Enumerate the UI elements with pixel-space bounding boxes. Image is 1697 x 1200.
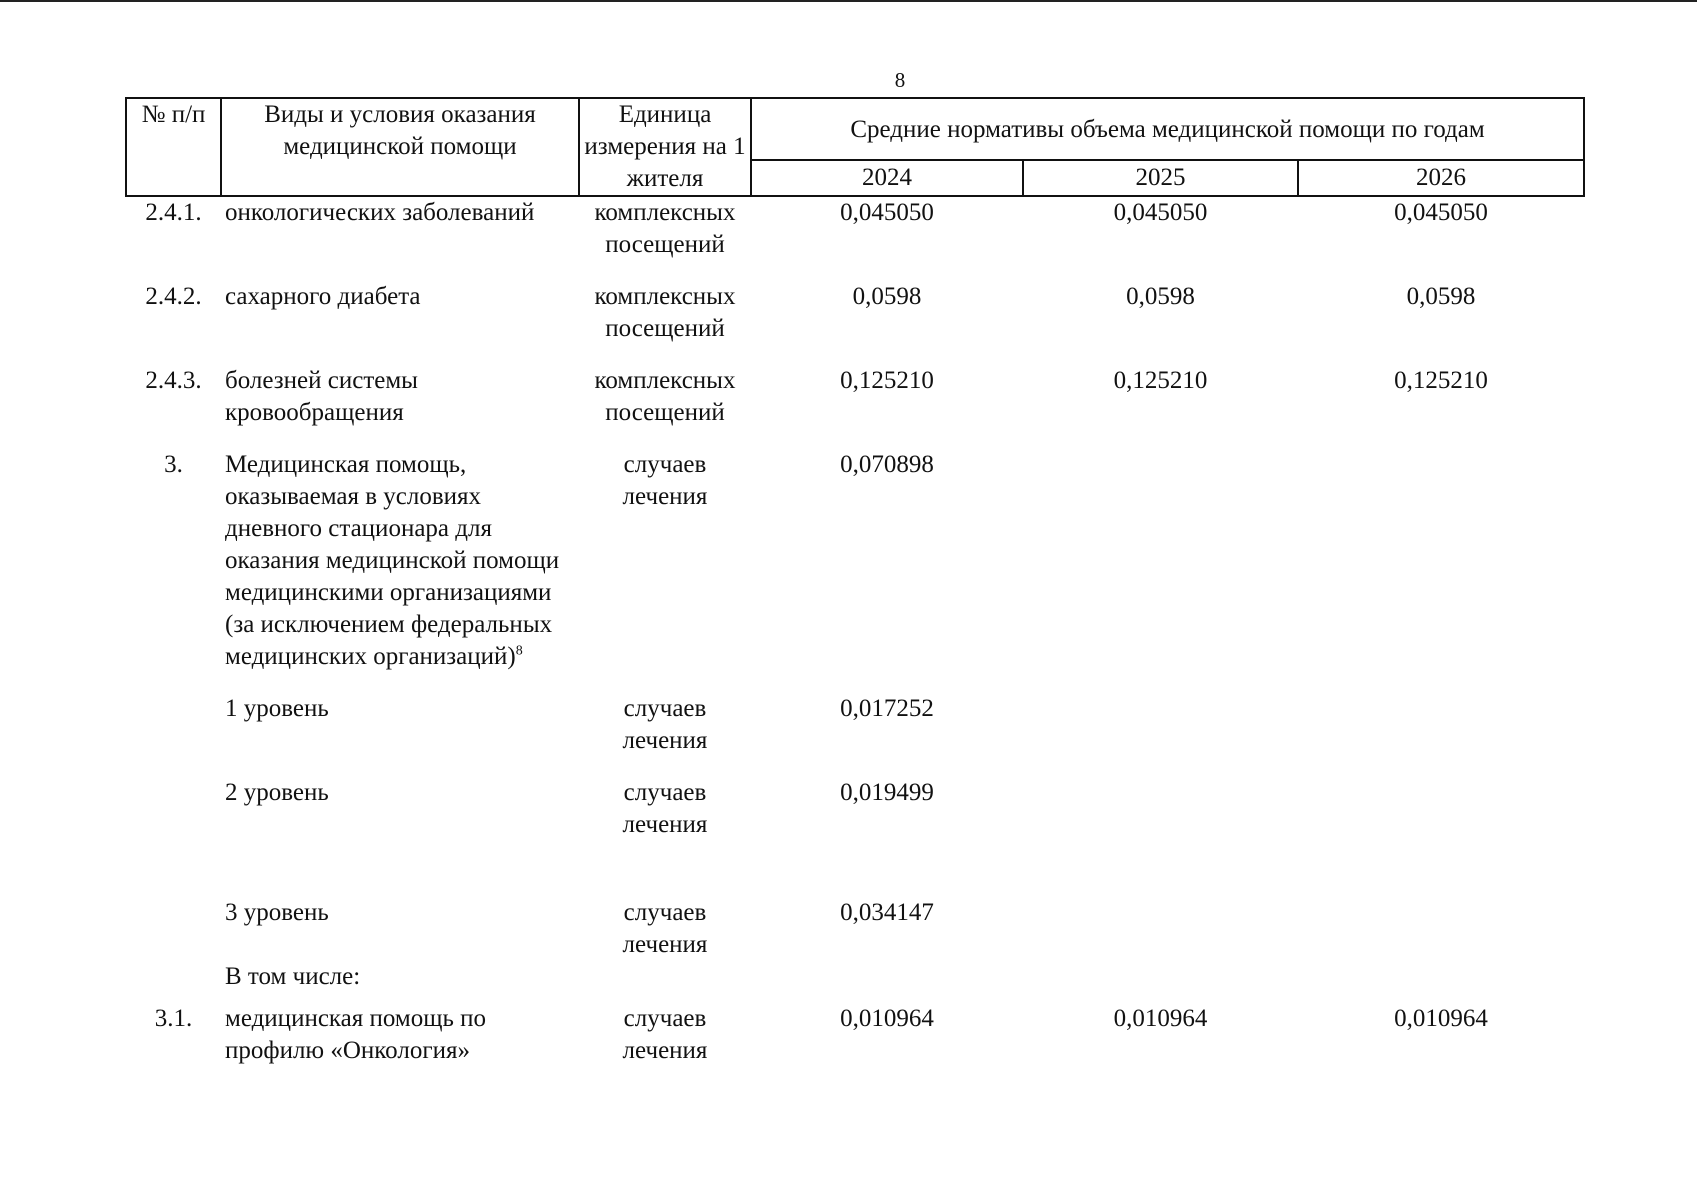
row-value-2026: 0,125210: [1394, 367, 1488, 394]
table-row: [126, 857, 1584, 961]
row-value-2025: 0,045050: [1113, 199, 1208, 226]
row-kind: медицинская помощь по профилю «Онкология»: [225, 1005, 487, 1064]
row-value-2024: 0,017252: [840, 695, 934, 722]
row-value-2024: 0,0598: [852, 283, 922, 310]
row-value-2025: 0,010964: [1113, 1005, 1208, 1032]
row-num: 3.1.: [154, 1005, 193, 1032]
row-unit: случаев лечения: [622, 779, 708, 838]
header-year-2025: 2025: [1023, 160, 1298, 196]
row-value-2025: [1023, 773, 1298, 857]
header-year-2026: 2026: [1298, 160, 1584, 196]
row-value-2024: 0,019499: [840, 779, 934, 806]
row-num: 3.: [164, 451, 183, 478]
table-row: [126, 1003, 1584, 1083]
row-kind: онкологических заболеваний: [225, 199, 535, 226]
header-unit: Единица измерения на 1 жителя: [579, 98, 751, 196]
footnote-marker: 8: [515, 643, 523, 659]
row-value-2024: [751, 961, 1023, 1003]
row-value-2026: [1298, 689, 1584, 773]
row-value-2024: 0,034147: [840, 899, 934, 926]
row-kind: 1 уровень: [225, 695, 329, 722]
table-row: [126, 689, 1584, 773]
row-kind: 3 уровень: [225, 899, 329, 926]
row-num: [126, 689, 221, 773]
row-kind-text: Медицинская помощь, оказываемая в условиях дневного стационара для оказания медицинской помощи медицинскими организациями (за исключением федеральных медицинских организаций): [225, 451, 560, 670]
row-unit: случаев лечения: [622, 899, 708, 958]
table-header-row: [126, 98, 1584, 160]
row-num: 2.4.1.: [145, 199, 202, 226]
header-num: № п/п: [126, 98, 221, 196]
row-value-2025: 0,125210: [1113, 367, 1208, 394]
row-value-2024: 0,125210: [840, 367, 934, 394]
row-num: 2.4.3.: [145, 367, 202, 394]
row-value-2026: [1298, 445, 1584, 689]
row-unit: комплексных посещений: [594, 367, 736, 426]
header-year-2024: 2024: [751, 160, 1023, 196]
row-num: [126, 961, 221, 1003]
row-value-2025: [1023, 857, 1298, 961]
top-rule: [0, 0, 1697, 2]
row-value-2026: 0,010964: [1394, 1005, 1488, 1032]
row-num: [126, 773, 221, 857]
row-unit: [579, 961, 751, 1003]
row-value-2026: 0,0598: [1406, 283, 1476, 310]
row-value-2026: [1298, 961, 1584, 1003]
row-value-2025: [1023, 445, 1298, 689]
row-value-2024: 0,045050: [840, 199, 934, 226]
row-num: [126, 857, 221, 961]
row-unit: комплексных посещений: [594, 199, 736, 258]
row-unit: комплексных посещений: [594, 283, 736, 342]
row-unit: случаев лечения: [622, 1005, 708, 1064]
row-kind: 2 уровень: [225, 779, 329, 806]
row-value-2025: [1023, 689, 1298, 773]
row-value-2026: 0,045050: [1394, 199, 1488, 226]
page-number: 8: [894, 68, 906, 92]
row-kind: В том числе:: [225, 963, 361, 990]
row-value-2025: 0,0598: [1126, 283, 1195, 310]
row-kind: сахарного диабета: [225, 283, 421, 310]
row-value-2024: 0,010964: [840, 1005, 934, 1032]
row-kind: [221, 445, 579, 689]
table-row: [126, 445, 1584, 689]
header-kind: Виды и условия оказания медицинской помощи: [221, 98, 579, 196]
row-unit: случаев лечения: [622, 695, 708, 754]
row-value-2025: [1023, 961, 1298, 1003]
row-value-2024: 0,070898: [840, 451, 934, 478]
norms-table: [125, 97, 1585, 1083]
row-unit: случаев лечения: [622, 451, 708, 510]
row-num: 2.4.2.: [145, 283, 202, 310]
row-value-2026: [1298, 857, 1584, 961]
table-row: [126, 773, 1584, 857]
header-norms: Средние нормативы объема медицинской помощи по годам: [751, 98, 1584, 160]
row-value-2026: [1298, 773, 1584, 857]
row-kind: болезней системы кровообращения: [225, 367, 418, 426]
table-row: [126, 196, 1584, 277]
table-row: [126, 961, 1584, 1003]
table-row: [126, 277, 1584, 361]
table-row: [126, 361, 1584, 445]
